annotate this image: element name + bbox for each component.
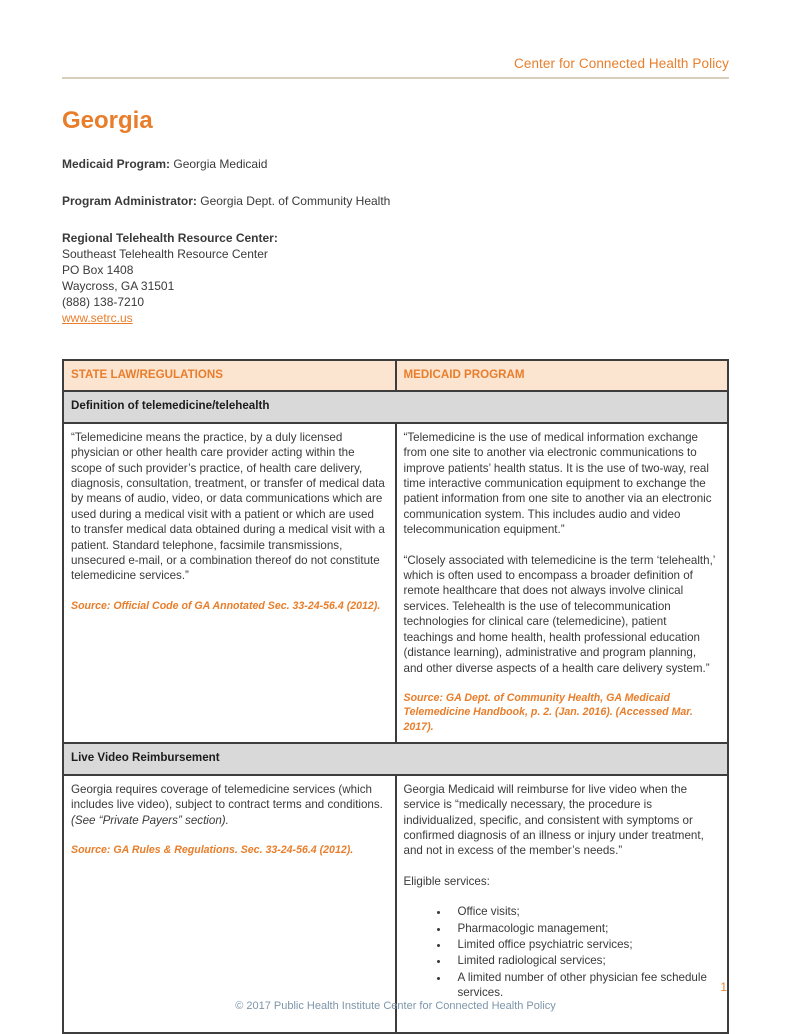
table-header-row bbox=[63, 360, 728, 391]
program-admin-label: Program Administrator: bbox=[62, 194, 197, 208]
program-admin-value: Georgia Dept. of Community Health bbox=[200, 194, 391, 208]
eligible-service-item: • Pharmacologic management; bbox=[450, 921, 719, 936]
resource-center-name: Southeast Telehealth Resource Center bbox=[62, 247, 268, 261]
eligible-service-item: • A limited number of other physician fee schedule services. bbox=[450, 970, 719, 1001]
live-video-law-source: Source: GA Rules & Regulations. Sec. 33-24-56.4 (2012). bbox=[71, 844, 354, 857]
eligible-services-label: Eligible services: bbox=[403, 874, 490, 888]
definition-medicaid-paragraph-1: “Telemedicine is the use of medical information exchange from one site to another via electronic communications to improve patients’ health status. It is the use of two-way, real time interactive communication equipment to exchange the patient information from one site to another via an electronic communication system. This includes audio and video telecommunication equipment.” bbox=[403, 430, 712, 537]
definition-medicaid-cell bbox=[396, 423, 729, 744]
resource-center-po-box: PO Box 1408 bbox=[62, 263, 134, 277]
resource-center-city-state-zip: Waycross, GA 31501 bbox=[62, 279, 175, 293]
eligible-service-item: • Office visits; bbox=[450, 904, 719, 919]
live-video-law-text: Georgia requires coverage of telemedicine services (which includes live video), subject to contract terms and conditions. bbox=[71, 782, 383, 812]
resource-center-website-link[interactable]: www.setrc.us bbox=[62, 311, 133, 325]
live-video-medicaid-paragraph: Georgia Medicaid will reimburse for live video when the service is “medically necessary, the procedure is individualized, specific, and consistent with symptoms or confirmed diagnosis of an illness or injury under treatment, and not in excess of the member’s needs.” bbox=[403, 782, 704, 858]
policy-table bbox=[62, 359, 729, 1034]
footer-copyright: © 2017 Public Health Institute Center for Connected Health Policy bbox=[235, 1000, 556, 1012]
eligible-service-item: • Limited radiological services; bbox=[450, 953, 719, 968]
live-video-law-paragraph bbox=[71, 782, 386, 828]
org-brand-header: Center for Connected Health Policy bbox=[513, 56, 729, 71]
column-header-state-law: STATE LAW/REGULATIONS bbox=[63, 360, 396, 391]
header-divider bbox=[62, 77, 729, 79]
table-row-definition bbox=[63, 423, 728, 744]
eligible-service-item: • Limited office psychiatric services; bbox=[450, 937, 719, 952]
resource-center-block bbox=[62, 230, 729, 326]
live-video-law-text-italic: (See “Private Payers” section). bbox=[71, 813, 229, 827]
medicaid-program-line bbox=[62, 156, 729, 172]
section-header-row-live-video bbox=[63, 743, 728, 774]
resource-center-label: Regional Telehealth Resource Center: bbox=[62, 231, 278, 245]
table-row-live-video bbox=[63, 775, 728, 1033]
medicaid-program-value: Georgia Medicaid bbox=[173, 157, 268, 171]
medicaid-program-label: Medicaid Program: bbox=[62, 157, 171, 171]
program-admin-line bbox=[62, 193, 729, 209]
live-video-medicaid-cell bbox=[396, 775, 729, 1033]
definition-medicaid-source: Source: GA Dept. of Community Health, GA Medicaid Telemedicine Handbook, p. 2. (Jan. 2016). (Accessed Mar. 2017). bbox=[403, 691, 693, 733]
definition-medicaid-paragraph-2: “Closely associated with telemedicine is the term ‘telehealth,’ which is often used to encompass a broader definition of remote healthcare that does not always involve clinical services. Telehealth is the use of telecommunication technologies for clinical care (telemedicine), patient teachings and home health, health professional education (distance learning), administrative and program planning, and other diverse aspects of a health care delivery system.” bbox=[403, 553, 715, 675]
definition-law-source: Source: Official Code of GA Annotated Sec. 33-24-56.4 (2012). bbox=[71, 599, 381, 612]
definition-law-paragraph: “Telemedicine means the practice, by a duly licensed physician or other health care provider acting within the scope of such provider’s practice, of health care delivery, diagnosis, consultation, treatment, or transfer of medical data by means of audio, video, or data communications which are used during a medical visit with a patient or which are used to transfer medical data obtained during a medical visit with a patient. Standard telephone, facsimile transmissions, unsecured e-mail, or a combination thereof do not constitute telemedicine services.” bbox=[71, 430, 385, 583]
section-header-row-definition bbox=[63, 391, 728, 422]
live-video-law-cell bbox=[63, 775, 396, 1033]
section-title-live-video: Live Video Reimbursement bbox=[63, 743, 728, 774]
definition-law-cell bbox=[63, 423, 396, 744]
column-header-medicaid: MEDICAID PROGRAM bbox=[396, 360, 729, 391]
section-title-definition: Definition of telemedicine/telehealth bbox=[63, 391, 728, 422]
page-title: Georgia bbox=[62, 107, 153, 134]
eligible-services-list bbox=[404, 904, 719, 1000]
page-number: 1 bbox=[720, 980, 727, 994]
resource-center-phone: (888) 138-7210 bbox=[62, 295, 145, 309]
